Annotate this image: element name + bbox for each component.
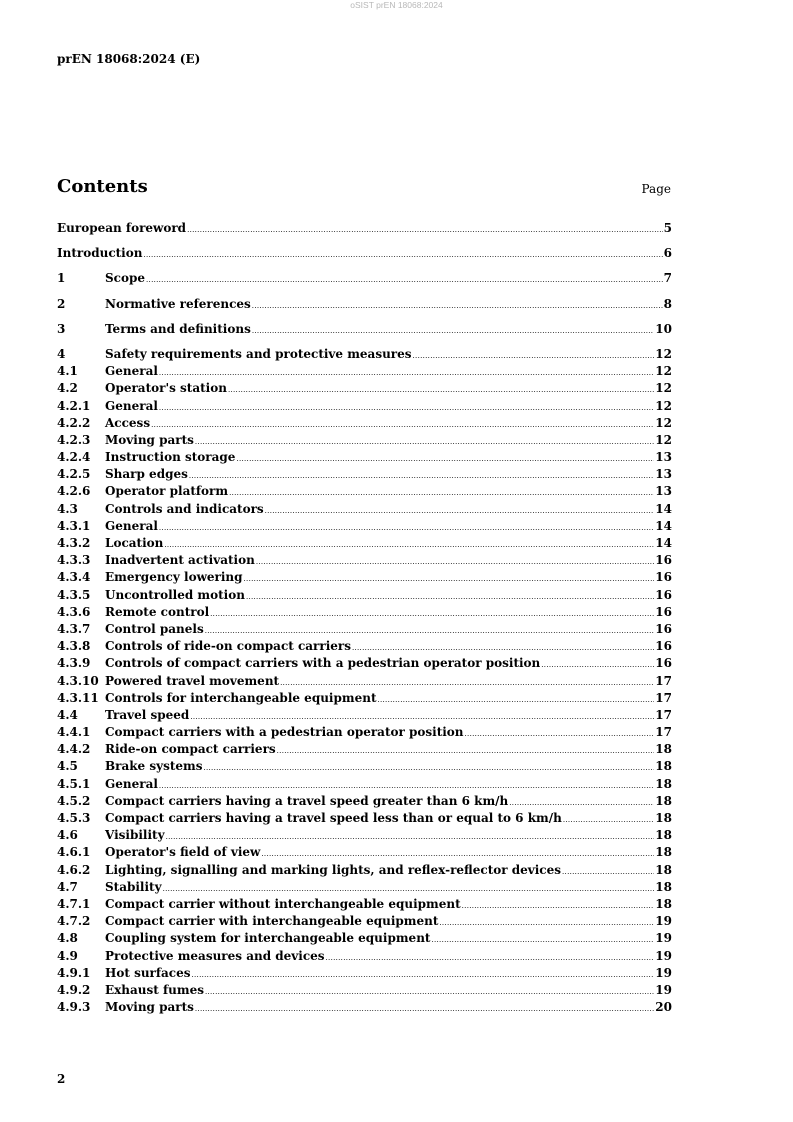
toc-entry[interactable]	[57, 518, 672, 535]
page-number: 2	[57, 1072, 66, 1086]
toc-dot-leader	[195, 434, 654, 451]
toc-entry[interactable]	[57, 535, 672, 552]
toc-entry[interactable]	[57, 982, 672, 999]
toc-dot-leader	[195, 1001, 654, 1018]
toc-dot-leader	[377, 692, 654, 709]
contents-heading: Contents	[57, 176, 148, 197]
toc-dot-leader	[159, 400, 654, 417]
toc-entry-number: 4.8	[57, 931, 78, 946]
toc-entry-page: 12	[655, 346, 672, 361]
toc-entry-title: Powered travel movement	[105, 673, 280, 688]
toc-entry-page: 16	[655, 553, 672, 568]
toc-entry-page: 16	[655, 656, 672, 671]
toc-entry[interactable]	[57, 346, 672, 363]
toc-entry-number: 4.3.5	[57, 587, 91, 602]
toc-entry[interactable]	[57, 569, 672, 586]
toc-entry-number: 4.3.6	[57, 604, 91, 619]
toc-entry-number: 4.3.8	[57, 639, 91, 654]
toc-entry-page: 17	[655, 673, 672, 688]
toc-dot-leader	[252, 323, 654, 340]
toc-entry-number: 4.7	[57, 879, 78, 894]
toc-entry-page: 8	[663, 296, 672, 311]
toc-entry-title: General	[105, 364, 158, 379]
toc-entry-number: 4.1	[57, 364, 78, 379]
toc-entry-number: 4.3.10	[57, 673, 99, 688]
toc-entry-number: 4.7.1	[57, 896, 91, 911]
toc-entry[interactable]	[57, 758, 672, 775]
toc-entry-page: 18	[655, 811, 672, 825]
toc-entry-page: 19	[655, 914, 672, 929]
toc-entry-number: 4.2	[57, 381, 78, 396]
toc-entry-number: 4.3	[57, 501, 78, 516]
toc-dot-leader	[159, 520, 654, 537]
toc-entry[interactable]	[57, 913, 672, 930]
toc-entry[interactable]	[57, 673, 672, 690]
toc-entry-page: 18	[655, 896, 672, 911]
toc-dot-leader	[431, 932, 654, 949]
toc-entry[interactable]	[57, 432, 672, 449]
toc-entry-page: 14	[655, 518, 672, 533]
toc-dot-leader	[146, 272, 663, 289]
toc-dot-leader	[151, 417, 654, 434]
toc-dot-leader	[413, 348, 655, 365]
toc-entry-title: Access	[105, 415, 151, 430]
toc-entry-title: Moving parts	[105, 432, 194, 447]
toc-dot-leader	[229, 485, 654, 502]
toc-entry-page: 17	[655, 690, 672, 705]
toc-entry-title: Operator's station	[105, 381, 227, 396]
toc-entry[interactable]	[57, 844, 672, 861]
toc-entry[interactable]	[57, 621, 672, 638]
toc-entry-title: Travel speed	[105, 707, 190, 722]
toc-entry[interactable]	[57, 296, 672, 313]
document-identifier: prEN 18068:2024 (E)	[57, 52, 201, 66]
toc-entry[interactable]	[57, 827, 672, 844]
toc-dot-leader	[246, 589, 654, 606]
toc-entry-page: 12	[655, 415, 672, 430]
toc-entry-title: General	[105, 518, 158, 533]
toc-entry-title: Stability	[105, 879, 162, 894]
toc-entry-title: Hot surfaces	[105, 965, 191, 980]
toc-dot-leader	[462, 898, 655, 915]
toc-entry-number: 4.9.3	[57, 1000, 91, 1015]
toc-dot-leader	[143, 247, 662, 264]
toc-entry[interactable]	[57, 690, 672, 707]
toc-entry[interactable]	[57, 896, 672, 913]
toc-entry-page: 17	[655, 707, 672, 722]
toc-entry-page: 16	[655, 639, 672, 654]
toc-entry[interactable]	[57, 655, 672, 672]
toc-entry[interactable]	[57, 449, 672, 466]
toc-entry-title: Controls and indicators	[105, 501, 264, 516]
toc-entry-title: Operator platform	[105, 484, 229, 499]
toc-entry-page: 16	[655, 604, 672, 619]
toc-entry[interactable]	[57, 220, 672, 237]
toc-entry-number: 4.3.9	[57, 656, 91, 671]
toc-entry-title: Instruction storage	[105, 450, 236, 465]
toc-entry-number: 4.4	[57, 707, 78, 722]
toc-entry-title: Compact carrier without interchangeable equipment	[105, 896, 461, 911]
toc-entry-page: 16	[655, 587, 672, 602]
toc-entry[interactable]	[57, 810, 672, 827]
toc-entry-number: 3	[57, 321, 66, 336]
toc-entry[interactable]	[57, 270, 672, 287]
toc-entry-page: 18	[655, 862, 672, 877]
toc-entry-title: Lighting, signalling and marking lights, and reflex-reflector devices	[105, 862, 562, 877]
toc-entry-page: 13	[655, 467, 672, 482]
toc-entry[interactable]	[57, 930, 672, 947]
toc-entry-title: Compact carrier with interchangeable equipment	[105, 914, 439, 929]
toc-entry-number: 4.2.2	[57, 415, 91, 430]
toc-entry-title: Brake systems	[105, 759, 203, 774]
toc-entry-page: 18	[655, 828, 672, 843]
toc-entry-title: Inadvertent activation	[105, 553, 255, 568]
toc-entry-page: 19	[655, 965, 672, 980]
toc-dot-leader	[244, 571, 655, 588]
toc-entry-number: 4.5.3	[57, 811, 91, 825]
toc-entry-number: 4.3.4	[57, 570, 91, 585]
toc-dot-leader	[203, 760, 654, 777]
toc-entry-page: 18	[655, 845, 672, 860]
toc-dot-leader	[439, 915, 654, 932]
toc-entry[interactable]	[57, 879, 672, 896]
toc-entry-title: Controls of ride-on compact carriers	[105, 639, 351, 654]
toc-entry-title: Controls for interchangeable equipment	[105, 690, 377, 705]
toc-entry-title: Remote control	[105, 604, 210, 619]
toc-entry-number: 4.3.7	[57, 621, 91, 636]
toc-entry[interactable]	[57, 948, 672, 965]
toc-entry-page: 13	[655, 484, 672, 499]
toc-entry-title: General	[105, 398, 158, 413]
toc-entry[interactable]	[57, 501, 672, 518]
toc-entry[interactable]	[57, 245, 672, 262]
toc-entry-number: 4.5.1	[57, 776, 91, 791]
toc-entry-title: Introduction	[57, 246, 143, 261]
toc-dot-leader	[465, 726, 655, 743]
toc-entry-title: Scope	[105, 271, 146, 286]
toc-entry[interactable]	[57, 793, 672, 810]
toc-entry-number: 4.2.3	[57, 432, 91, 447]
toc-entry[interactable]	[57, 724, 672, 741]
toc-entry-page: 14	[655, 536, 672, 550]
toc-entry-page: 14	[655, 501, 672, 516]
toc-dot-leader	[277, 743, 655, 760]
toc-entry-page: 12	[655, 432, 672, 447]
toc-entry-number: 4.2.1	[57, 398, 91, 413]
toc-dot-leader	[159, 365, 654, 382]
toc-entry-title: Exhaust fumes	[105, 982, 204, 997]
toc-entry-page: 16	[655, 621, 672, 636]
toc-entry-title: Protective measures and devices	[105, 948, 325, 963]
toc-dot-leader	[189, 468, 654, 485]
toc-entry-title: Ride-on compact carriers	[105, 742, 276, 757]
toc-entry-page: 17	[655, 725, 672, 740]
toc-entry-number: 4.3.11	[57, 690, 99, 705]
toc-entry-number: 4.5	[57, 759, 78, 774]
toc-entry-number: 1	[57, 271, 66, 286]
toc-entry-number: 4.7.2	[57, 914, 91, 929]
toc-entry-number: 4.6.2	[57, 862, 91, 877]
watermark: oSIST prEN 18068:2024	[350, 0, 443, 10]
toc-entry[interactable]	[57, 604, 672, 621]
toc-entry-page: 19	[655, 948, 672, 963]
toc-entry-page: 12	[655, 398, 672, 413]
toc-entry-number: 4.5.2	[57, 793, 91, 808]
toc-entry-page: 18	[655, 776, 672, 791]
toc-entry-title: Sharp edges	[105, 467, 188, 482]
toc-dot-leader	[187, 222, 663, 239]
toc-entry-page: 5	[663, 221, 672, 235]
toc-entry-number: 4.2.6	[57, 484, 91, 499]
toc-entry-number: 4.3.2	[57, 536, 91, 550]
toc-entry-page: 18	[655, 793, 672, 808]
toc-dot-leader	[192, 967, 655, 984]
toc-entry[interactable]	[57, 363, 672, 380]
toc-entry-title: Uncontrolled motion	[105, 587, 245, 602]
toc-entry[interactable]	[57, 776, 672, 793]
toc-entry-page: 6	[663, 246, 672, 261]
toc-entry[interactable]	[57, 638, 672, 655]
toc-entry-title: Operator's field of view	[105, 845, 261, 860]
toc-dot-leader	[541, 657, 654, 674]
toc-dot-leader	[256, 554, 654, 571]
toc-entry-number: 4.9.2	[57, 982, 91, 997]
toc-entry-number: 2	[57, 296, 66, 311]
toc-entry[interactable]	[57, 483, 672, 500]
toc-entry[interactable]	[57, 466, 672, 483]
toc-dot-leader	[205, 984, 654, 1001]
toc-entry[interactable]	[57, 398, 672, 415]
toc-entry[interactable]	[57, 999, 672, 1016]
toc-entry-title: Moving parts	[105, 1000, 194, 1015]
toc-entry-page: 16	[655, 570, 672, 585]
toc-entry-number: 4.9	[57, 948, 78, 963]
toc-dot-leader	[210, 606, 654, 623]
toc-entry-title: Safety requirements and protective measures	[105, 346, 412, 361]
toc-entry-title: Compact carriers having a travel speed greater than 6 km/h	[105, 793, 509, 808]
toc-entry-title: Compact carriers with a pedestrian operator position	[105, 725, 464, 740]
toc-entry-number: 4	[57, 346, 66, 361]
toc-entry[interactable]	[57, 965, 672, 982]
toc-entry-number: 4.6	[57, 828, 78, 843]
toc-entry-title: European foreword	[57, 221, 187, 235]
toc-entry-title: Coupling system for interchangeable equipment	[105, 931, 431, 946]
toc-entry-number: 4.6.1	[57, 845, 91, 860]
toc-entry-title: Visibility	[105, 828, 165, 843]
toc-entry-page: 18	[655, 742, 672, 757]
toc-dot-leader	[252, 298, 663, 315]
toc-entry-number: 4.3.3	[57, 553, 91, 568]
toc-entry-page: 18	[655, 759, 672, 774]
toc-entry-page: 19	[655, 931, 672, 946]
toc-entry-page: 7	[663, 271, 672, 286]
toc-entry-title: Emergency lowering	[105, 570, 243, 585]
toc-entry-number: 4.9.1	[57, 965, 91, 980]
toc-entry-number: 4.2.4	[57, 450, 91, 465]
toc-entry[interactable]	[57, 862, 672, 879]
toc-dot-leader	[265, 503, 655, 520]
toc-entry-page: 10	[655, 321, 672, 336]
toc-entry[interactable]	[57, 552, 672, 569]
toc-dot-leader	[326, 950, 655, 967]
toc-entry-number: 4.4.2	[57, 742, 91, 757]
table-of-contents	[57, 220, 672, 1016]
toc-entry-title: Terms and definitions	[105, 321, 251, 336]
toc-entry[interactable]	[57, 380, 672, 397]
toc-entry-number: 4.2.5	[57, 467, 91, 482]
toc-entry-number: 4.4.1	[57, 725, 91, 740]
toc-entry-page: 12	[655, 381, 672, 396]
toc-dot-leader	[563, 812, 654, 829]
toc-dot-leader	[228, 382, 654, 399]
toc-entry[interactable]	[57, 587, 672, 604]
toc-entry-number: 4.3.1	[57, 518, 91, 533]
toc-entry-title: Location	[105, 536, 164, 550]
toc-dot-leader	[236, 451, 654, 468]
toc-entry-title: Normative references	[105, 296, 251, 311]
page-column-label: Page	[641, 182, 671, 196]
toc-entry[interactable]	[57, 741, 672, 758]
toc-entry-page: 20	[655, 1000, 672, 1015]
toc-entry-title: Controls of compact carriers with a pedestrian operator position	[105, 656, 541, 671]
toc-entry-page: 13	[655, 450, 672, 465]
toc-entry-title: General	[105, 776, 158, 791]
toc-entry[interactable]	[57, 321, 672, 338]
toc-entry-page: 18	[655, 879, 672, 894]
toc-entry-page: 12	[655, 364, 672, 379]
toc-entry[interactable]	[57, 415, 672, 432]
toc-entry-title: Compact carriers having a travel speed less than or equal to 6 km/h	[105, 811, 562, 825]
toc-entry-page: 19	[655, 982, 672, 997]
toc-dot-leader	[562, 864, 654, 881]
toc-entry[interactable]	[57, 707, 672, 724]
toc-entry-title: Control panels	[105, 621, 204, 636]
